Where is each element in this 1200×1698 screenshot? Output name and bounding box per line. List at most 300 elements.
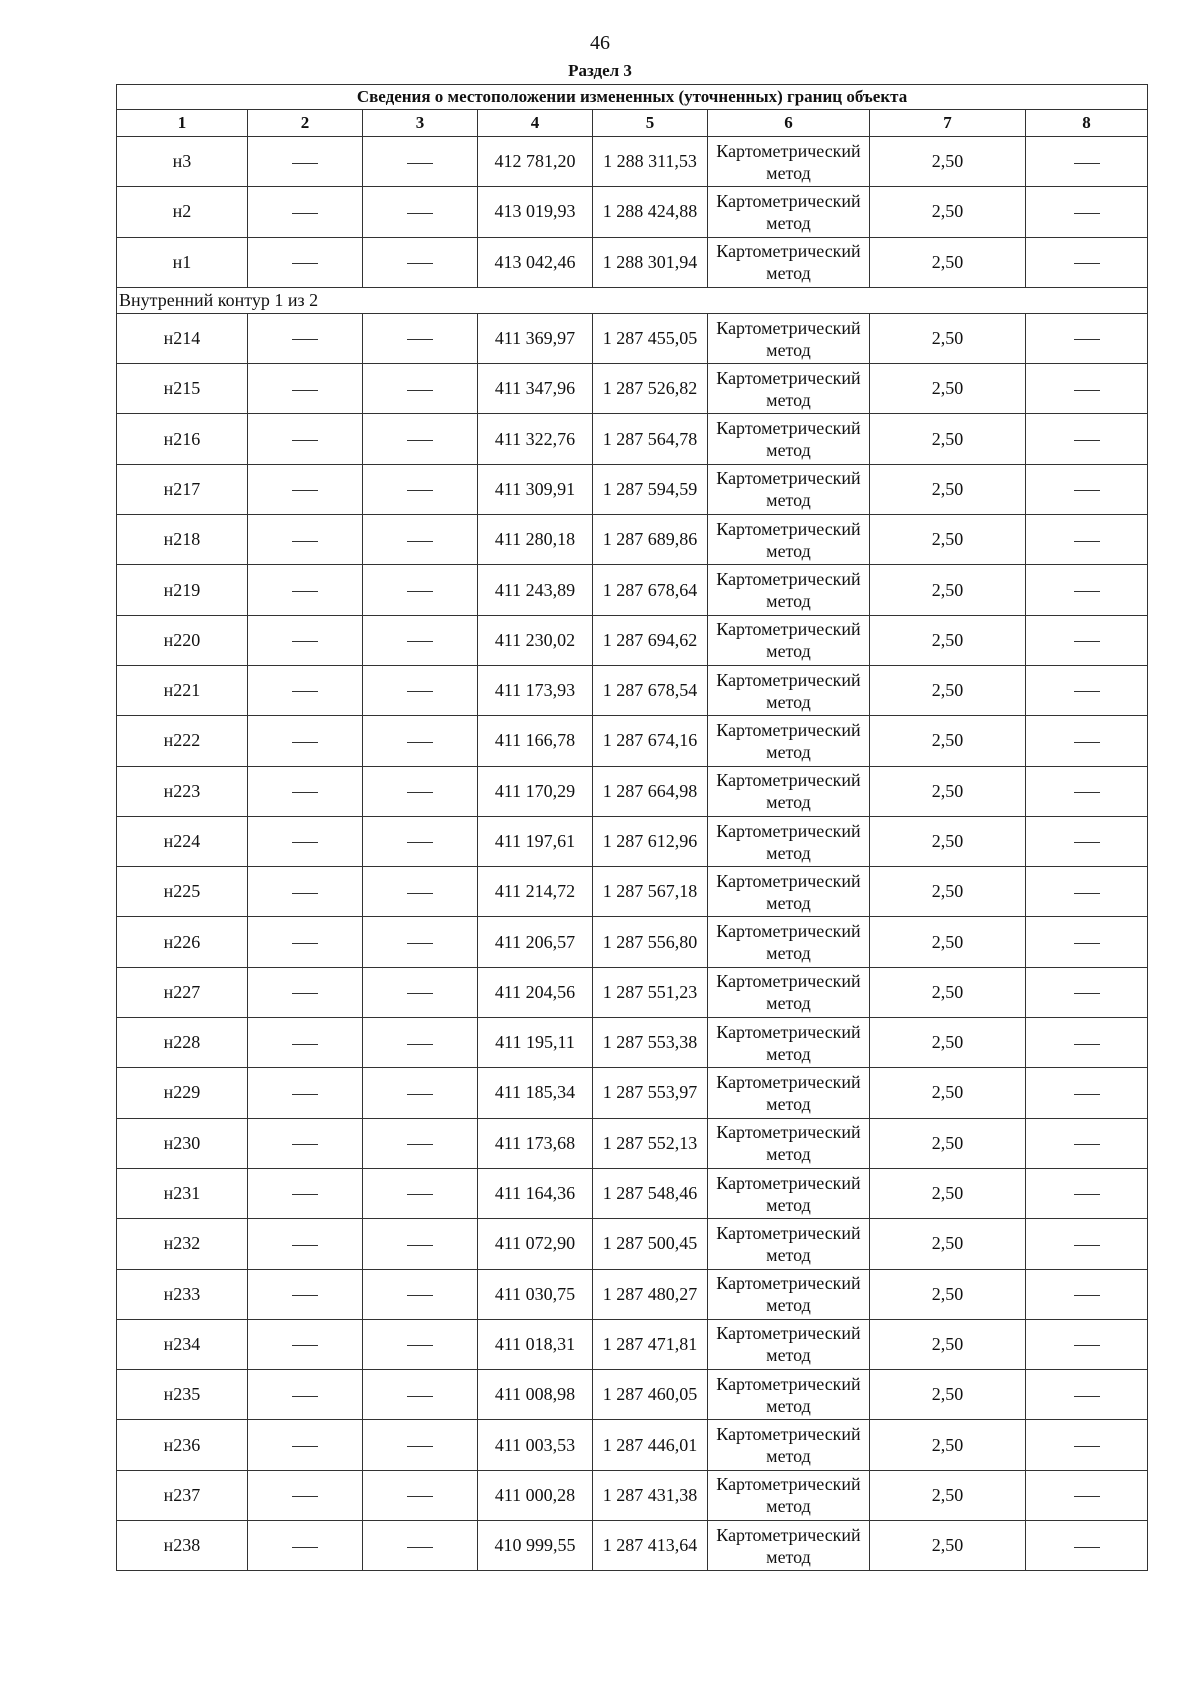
coord-y-cell: 1 287 556,80	[593, 917, 708, 967]
point-name-cell: н226	[117, 917, 248, 967]
dash-icon	[292, 1044, 318, 1045]
column-header-3: 3	[363, 110, 478, 137]
column-2-cell	[248, 187, 363, 237]
method-cell: Картометрический метод	[708, 1269, 870, 1319]
accuracy-cell: 2,50	[870, 1420, 1026, 1470]
point-name-cell: н223	[117, 766, 248, 816]
coord-x-cell: 411 000,28	[478, 1470, 593, 1520]
table-caption-row	[117, 85, 1148, 110]
dash-icon	[292, 1345, 318, 1346]
table-row	[117, 967, 1148, 1017]
column-8-cell	[1026, 1470, 1148, 1520]
column-8-cell	[1026, 967, 1148, 1017]
coord-y-cell: 1 287 694,62	[593, 615, 708, 665]
accuracy-cell: 2,50	[870, 565, 1026, 615]
column-2-cell	[248, 867, 363, 917]
point-name-cell: н222	[117, 716, 248, 766]
point-name-cell: н218	[117, 515, 248, 565]
accuracy-cell: 2,50	[870, 1068, 1026, 1118]
column-3-cell	[363, 917, 478, 967]
contour-label-row	[117, 287, 1148, 313]
dash-icon	[407, 1547, 433, 1548]
method-cell: Картометрический метод	[708, 1068, 870, 1118]
column-header-2: 2	[248, 110, 363, 137]
dash-icon	[1074, 1345, 1100, 1346]
column-8-cell	[1026, 237, 1148, 287]
point-name-cell: н236	[117, 1420, 248, 1470]
dash-icon	[1074, 163, 1100, 164]
column-3-cell	[363, 816, 478, 866]
coord-y-cell: 1 287 678,64	[593, 565, 708, 615]
column-3-cell	[363, 137, 478, 187]
column-3-cell	[363, 1118, 478, 1168]
point-name-cell: н2	[117, 187, 248, 237]
coord-y-cell: 1 287 594,59	[593, 464, 708, 514]
column-3-cell	[363, 237, 478, 287]
accuracy-cell: 2,50	[870, 1269, 1026, 1319]
column-8-cell	[1026, 1068, 1148, 1118]
column-3-cell	[363, 1168, 478, 1218]
accuracy-cell: 2,50	[870, 1018, 1026, 1068]
point-name-cell: н224	[117, 816, 248, 866]
dash-icon	[292, 1295, 318, 1296]
dash-icon	[1074, 1496, 1100, 1497]
coord-x-cell: 411 214,72	[478, 867, 593, 917]
dash-icon	[407, 1094, 433, 1095]
method-cell: Картометрический метод	[708, 1521, 870, 1571]
column-header-1: 1	[117, 110, 248, 137]
column-3-cell	[363, 1068, 478, 1118]
coord-y-cell: 1 287 553,38	[593, 1018, 708, 1068]
column-8-cell	[1026, 137, 1148, 187]
coord-y-cell: 1 288 424,88	[593, 187, 708, 237]
column-2-cell	[248, 967, 363, 1017]
column-2-cell	[248, 515, 363, 565]
column-2-cell	[248, 665, 363, 715]
column-header-6: 6	[708, 110, 870, 137]
method-cell: Картометрический метод	[708, 414, 870, 464]
point-name-cell: н234	[117, 1319, 248, 1369]
accuracy-cell: 2,50	[870, 615, 1026, 665]
table-row	[117, 1420, 1148, 1470]
dash-icon	[1074, 390, 1100, 391]
accuracy-cell: 2,50	[870, 364, 1026, 414]
dash-icon	[407, 1044, 433, 1045]
accuracy-cell: 2,50	[870, 515, 1026, 565]
table-row	[117, 766, 1148, 816]
column-3-cell	[363, 1470, 478, 1520]
dash-icon	[1074, 263, 1100, 264]
method-cell: Картометрический метод	[708, 464, 870, 514]
coord-x-cell: 411 030,75	[478, 1269, 593, 1319]
method-cell: Картометрический метод	[708, 967, 870, 1017]
dash-icon	[1074, 1194, 1100, 1195]
point-name-cell: н229	[117, 1068, 248, 1118]
point-name-cell: н225	[117, 867, 248, 917]
column-8-cell	[1026, 1370, 1148, 1420]
coord-y-cell: 1 288 301,94	[593, 237, 708, 287]
accuracy-cell: 2,50	[870, 464, 1026, 514]
coord-x-cell: 412 781,20	[478, 137, 593, 187]
column-2-cell	[248, 766, 363, 816]
column-8-cell	[1026, 1018, 1148, 1068]
dash-icon	[292, 792, 318, 793]
point-name-cell: н233	[117, 1269, 248, 1319]
coord-y-cell: 1 287 552,13	[593, 1118, 708, 1168]
dash-icon	[292, 742, 318, 743]
method-cell: Картометрический метод	[708, 665, 870, 715]
column-8-cell	[1026, 364, 1148, 414]
column-3-cell	[363, 716, 478, 766]
coord-x-cell: 411 195,11	[478, 1018, 593, 1068]
method-cell: Картометрический метод	[708, 1219, 870, 1269]
dash-icon	[292, 1144, 318, 1145]
coord-x-cell: 411 243,89	[478, 565, 593, 615]
table-row	[117, 237, 1148, 287]
column-3-cell	[363, 464, 478, 514]
column-2-cell	[248, 1219, 363, 1269]
table-row	[117, 1068, 1148, 1118]
coord-y-cell: 1 287 548,46	[593, 1168, 708, 1218]
coord-y-cell: 1 287 678,54	[593, 665, 708, 715]
dash-icon	[292, 641, 318, 642]
dash-icon	[1074, 691, 1100, 692]
table-row	[117, 1269, 1148, 1319]
column-3-cell	[363, 515, 478, 565]
coord-y-cell: 1 288 311,53	[593, 137, 708, 187]
method-cell: Картометрический метод	[708, 766, 870, 816]
accuracy-cell: 2,50	[870, 967, 1026, 1017]
column-2-cell	[248, 1521, 363, 1571]
column-8-cell	[1026, 1269, 1148, 1319]
dash-icon	[292, 893, 318, 894]
method-cell: Картометрический метод	[708, 1319, 870, 1369]
method-cell: Картометрический метод	[708, 515, 870, 565]
method-cell: Картометрический метод	[708, 1168, 870, 1218]
coord-x-cell: 411 204,56	[478, 967, 593, 1017]
table-row	[117, 816, 1148, 866]
table-row	[117, 515, 1148, 565]
coord-x-cell: 410 999,55	[478, 1521, 593, 1571]
column-8-cell	[1026, 414, 1148, 464]
column-2-cell	[248, 1018, 363, 1068]
accuracy-cell: 2,50	[870, 1470, 1026, 1520]
column-3-cell	[363, 313, 478, 363]
dash-icon	[292, 163, 318, 164]
point-name-cell: н3	[117, 137, 248, 187]
coord-y-cell: 1 287 480,27	[593, 1269, 708, 1319]
column-3-cell	[363, 1370, 478, 1420]
dash-icon	[407, 163, 433, 164]
dash-icon	[292, 263, 318, 264]
accuracy-cell: 2,50	[870, 237, 1026, 287]
dash-icon	[292, 541, 318, 542]
column-header-8: 8	[1026, 110, 1148, 137]
column-header-4: 4	[478, 110, 593, 137]
accuracy-cell: 2,50	[870, 414, 1026, 464]
accuracy-cell: 2,50	[870, 187, 1026, 237]
coord-x-cell: 411 309,91	[478, 464, 593, 514]
method-cell: Картометрический метод	[708, 917, 870, 967]
column-2-cell	[248, 1420, 363, 1470]
column-2-cell	[248, 816, 363, 866]
table-row	[117, 1168, 1148, 1218]
point-name-cell: н232	[117, 1219, 248, 1269]
dash-icon	[1074, 842, 1100, 843]
dash-icon	[407, 893, 433, 894]
dash-icon	[407, 1446, 433, 1447]
boundary-coordinates-table	[116, 84, 1148, 1571]
dash-icon	[292, 490, 318, 491]
point-name-cell: н215	[117, 364, 248, 414]
coord-x-cell: 411 230,02	[478, 615, 593, 665]
coord-x-cell: 411 206,57	[478, 917, 593, 967]
dash-icon	[292, 1245, 318, 1246]
column-2-cell	[248, 1168, 363, 1218]
coord-x-cell: 411 173,93	[478, 665, 593, 715]
table-row	[117, 414, 1148, 464]
coord-y-cell: 1 287 455,05	[593, 313, 708, 363]
method-cell: Картометрический метод	[708, 137, 870, 187]
coord-y-cell: 1 287 564,78	[593, 414, 708, 464]
method-cell: Картометрический метод	[708, 565, 870, 615]
column-2-cell	[248, 313, 363, 363]
column-3-cell	[363, 1018, 478, 1068]
point-name-cell: н237	[117, 1470, 248, 1520]
coord-x-cell: 411 347,96	[478, 364, 593, 414]
dash-icon	[1074, 1547, 1100, 1548]
method-cell: Картометрический метод	[708, 237, 870, 287]
point-name-cell: н231	[117, 1168, 248, 1218]
dash-icon	[407, 943, 433, 944]
point-name-cell: н227	[117, 967, 248, 1017]
coord-x-cell: 411 018,31	[478, 1319, 593, 1369]
dash-icon	[1074, 339, 1100, 340]
coord-y-cell: 1 287 551,23	[593, 967, 708, 1017]
table-row	[117, 1470, 1148, 1520]
coord-y-cell: 1 287 689,86	[593, 515, 708, 565]
column-3-cell	[363, 615, 478, 665]
table-row	[117, 716, 1148, 766]
coord-x-cell: 411 369,97	[478, 313, 593, 363]
column-8-cell	[1026, 766, 1148, 816]
point-name-cell: н230	[117, 1118, 248, 1168]
column-8-cell	[1026, 187, 1148, 237]
column-8-cell	[1026, 665, 1148, 715]
table-row	[117, 1018, 1148, 1068]
dash-icon	[1074, 440, 1100, 441]
column-8-cell	[1026, 615, 1148, 665]
method-cell: Картометрический метод	[708, 313, 870, 363]
accuracy-cell: 2,50	[870, 1319, 1026, 1369]
dash-icon	[292, 213, 318, 214]
coord-x-cell: 411 280,18	[478, 515, 593, 565]
column-8-cell	[1026, 1319, 1148, 1369]
table-row	[117, 137, 1148, 187]
dash-icon	[1074, 541, 1100, 542]
coord-y-cell: 1 287 471,81	[593, 1319, 708, 1369]
column-2-cell	[248, 1319, 363, 1369]
coord-y-cell: 1 287 664,98	[593, 766, 708, 816]
column-8-cell	[1026, 1168, 1148, 1218]
column-3-cell	[363, 867, 478, 917]
dash-icon	[407, 213, 433, 214]
point-name-cell: н1	[117, 237, 248, 287]
dash-icon	[407, 641, 433, 642]
column-2-cell	[248, 1269, 363, 1319]
table-row	[117, 1521, 1148, 1571]
dash-icon	[407, 1345, 433, 1346]
dash-icon	[1074, 591, 1100, 592]
column-8-cell	[1026, 1521, 1148, 1571]
column-8-cell	[1026, 816, 1148, 866]
column-3-cell	[363, 414, 478, 464]
dash-icon	[292, 440, 318, 441]
method-cell: Картометрический метод	[708, 867, 870, 917]
dash-icon	[292, 842, 318, 843]
column-3-cell	[363, 565, 478, 615]
page-number: 46	[590, 32, 610, 54]
dash-icon	[407, 591, 433, 592]
column-3-cell	[363, 1269, 478, 1319]
method-cell: Картометрический метод	[708, 1470, 870, 1520]
dash-icon	[407, 993, 433, 994]
dash-icon	[292, 1496, 318, 1497]
dash-icon	[292, 390, 318, 391]
contour-label: Внутренний контур 1 из 2	[117, 287, 1148, 313]
column-3-cell	[363, 1319, 478, 1369]
coord-y-cell: 1 287 460,05	[593, 1370, 708, 1420]
table-row	[117, 1319, 1148, 1369]
column-2-cell	[248, 137, 363, 187]
accuracy-cell: 2,50	[870, 665, 1026, 715]
dash-icon	[1074, 993, 1100, 994]
coord-y-cell: 1 287 612,96	[593, 816, 708, 866]
coord-x-cell: 411 185,34	[478, 1068, 593, 1118]
column-3-cell	[363, 364, 478, 414]
column-2-cell	[248, 1068, 363, 1118]
coord-y-cell: 1 287 413,64	[593, 1521, 708, 1571]
column-2-cell	[248, 464, 363, 514]
accuracy-cell: 2,50	[870, 816, 1026, 866]
column-header-7: 7	[870, 110, 1026, 137]
coord-x-cell: 411 164,36	[478, 1168, 593, 1218]
dash-icon	[407, 490, 433, 491]
dash-icon	[1074, 490, 1100, 491]
accuracy-cell: 2,50	[870, 313, 1026, 363]
dash-icon	[407, 1396, 433, 1397]
point-name-cell: н238	[117, 1521, 248, 1571]
table-row	[117, 464, 1148, 514]
method-cell: Картометрический метод	[708, 1018, 870, 1068]
table-row	[117, 1118, 1148, 1168]
column-2-cell	[248, 716, 363, 766]
column-2-cell	[248, 1118, 363, 1168]
dash-icon	[1074, 1044, 1100, 1045]
coord-y-cell: 1 287 500,45	[593, 1219, 708, 1269]
dash-icon	[407, 792, 433, 793]
method-cell: Картометрический метод	[708, 1420, 870, 1470]
coord-y-cell: 1 287 431,38	[593, 1470, 708, 1520]
dash-icon	[1074, 1245, 1100, 1246]
table-row	[117, 615, 1148, 665]
coord-y-cell: 1 287 526,82	[593, 364, 708, 414]
coord-x-cell: 411 170,29	[478, 766, 593, 816]
coord-x-cell: 411 173,68	[478, 1118, 593, 1168]
table-row	[117, 867, 1148, 917]
column-8-cell	[1026, 565, 1148, 615]
dash-icon	[1074, 742, 1100, 743]
column-3-cell	[363, 665, 478, 715]
table-row	[117, 313, 1148, 363]
dash-icon	[292, 1547, 318, 1548]
column-2-cell	[248, 364, 363, 414]
dash-icon	[407, 742, 433, 743]
column-2-cell	[248, 1370, 363, 1420]
point-name-cell: н216	[117, 414, 248, 464]
column-2-cell	[248, 237, 363, 287]
point-name-cell: н220	[117, 615, 248, 665]
method-cell: Картометрический метод	[708, 816, 870, 866]
column-3-cell	[363, 967, 478, 1017]
column-8-cell	[1026, 1420, 1148, 1470]
dash-icon	[292, 943, 318, 944]
accuracy-cell: 2,50	[870, 1168, 1026, 1218]
dash-icon	[1074, 792, 1100, 793]
dash-icon	[407, 541, 433, 542]
column-number-row	[117, 110, 1148, 137]
dash-icon	[292, 339, 318, 340]
column-header-5: 5	[593, 110, 708, 137]
accuracy-cell: 2,50	[870, 1219, 1026, 1269]
method-cell: Картометрический метод	[708, 364, 870, 414]
column-2-cell	[248, 1470, 363, 1520]
dash-icon	[1074, 1396, 1100, 1397]
column-3-cell	[363, 1420, 478, 1470]
column-3-cell	[363, 766, 478, 816]
point-name-cell: н214	[117, 313, 248, 363]
table-row	[117, 665, 1148, 715]
dash-icon	[1074, 943, 1100, 944]
column-3-cell	[363, 1219, 478, 1269]
column-3-cell	[363, 187, 478, 237]
column-8-cell	[1026, 313, 1148, 363]
accuracy-cell: 2,50	[870, 716, 1026, 766]
column-8-cell	[1026, 917, 1148, 967]
point-name-cell: н219	[117, 565, 248, 615]
table-row	[117, 1219, 1148, 1269]
dash-icon	[1074, 1295, 1100, 1296]
coord-x-cell: 411 003,53	[478, 1420, 593, 1470]
point-name-cell: н228	[117, 1018, 248, 1068]
coord-x-cell: 413 042,46	[478, 237, 593, 287]
column-2-cell	[248, 917, 363, 967]
column-8-cell	[1026, 867, 1148, 917]
dash-icon	[292, 1396, 318, 1397]
dash-icon	[407, 1245, 433, 1246]
dash-icon	[1074, 1144, 1100, 1145]
accuracy-cell: 2,50	[870, 1521, 1026, 1571]
coord-y-cell: 1 287 567,18	[593, 867, 708, 917]
column-8-cell	[1026, 1118, 1148, 1168]
table-row	[117, 364, 1148, 414]
dash-icon	[407, 339, 433, 340]
table-caption: Сведения о местоположении измененных (уточненных) границ объекта	[117, 85, 1148, 110]
table-row	[117, 1370, 1148, 1420]
coord-x-cell: 413 019,93	[478, 187, 593, 237]
coord-y-cell: 1 287 446,01	[593, 1420, 708, 1470]
point-name-cell: н221	[117, 665, 248, 715]
